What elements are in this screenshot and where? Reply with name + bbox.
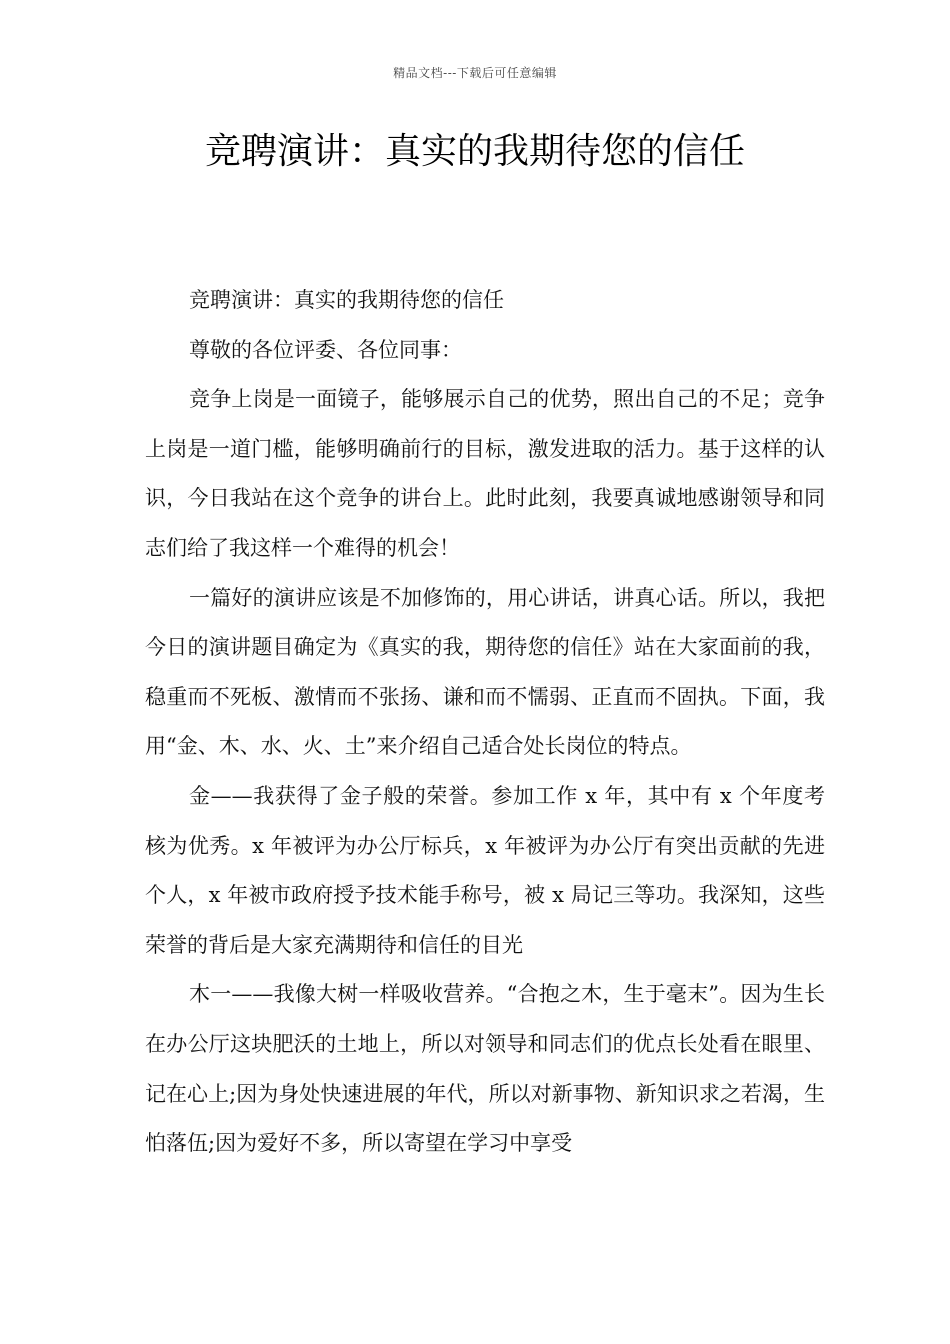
header-note: 精品文档---下载后可任意编辑 [393,66,557,80]
paragraph-subtitle: 竞聘演讲：真实的我期待您的信任 [189,288,504,312]
paragraph-theme: 一篇好的演讲应该是不加修饰的，用心讲话，讲真心话。所以，我把今日的演讲题目确定为《真实的我，期待您的信任》站在大家面前的我，稳重而不死板、激情而不张扬、谦和而不懦弱、正直而不固执。下面，我用“金、木、水、火、土”来介绍自己适合处长岗位的特点。 [145,585,825,759]
paragraph-metal: 金——我获得了金子般的荣誉。参加工作 x 年，其中有 x 个年度考核为优秀。x 年被评为办公厅标兵，x 年被评为办公厅有突出贡献的先进个人，x 年被市政府授予技术能手称号，被 x 局记三等功。我深知，这些荣誉的背后是大家充满期待和信任的目光 [145,783,825,957]
paragraph-salutation: 尊敬的各位评委、各位同事： [189,337,462,362]
document-body [145,276,825,1169]
document-title: 竞聘演讲：真实的我期待您的信任 [204,131,745,172]
paragraph-wood: 木一——我像大树一样吸收营养。“合抱之木，生于毫末”。因为生长在办公厅这块肥沃的土地上，所以对领导和同志们的优点长处看在眼里、记在心上;因为身处快速进展的年代，所以对新事物、新知识求之若渴，生怕落伍;因为爱好不多，所以寄望在学习中享受 [145,982,825,1156]
paragraph-intro: 竞争上岗是一面镜子，能够展示自己的优势，照出自己的不足；竞争上岗是一道门槛，能够明确前行的目标，激发进取的活力。基于这样的认识，今日我站在这个竞争的讲台上。此时此刻，我要真诚地感谢领导和同志们给了我这样一个难得的机会！ [145,387,825,560]
